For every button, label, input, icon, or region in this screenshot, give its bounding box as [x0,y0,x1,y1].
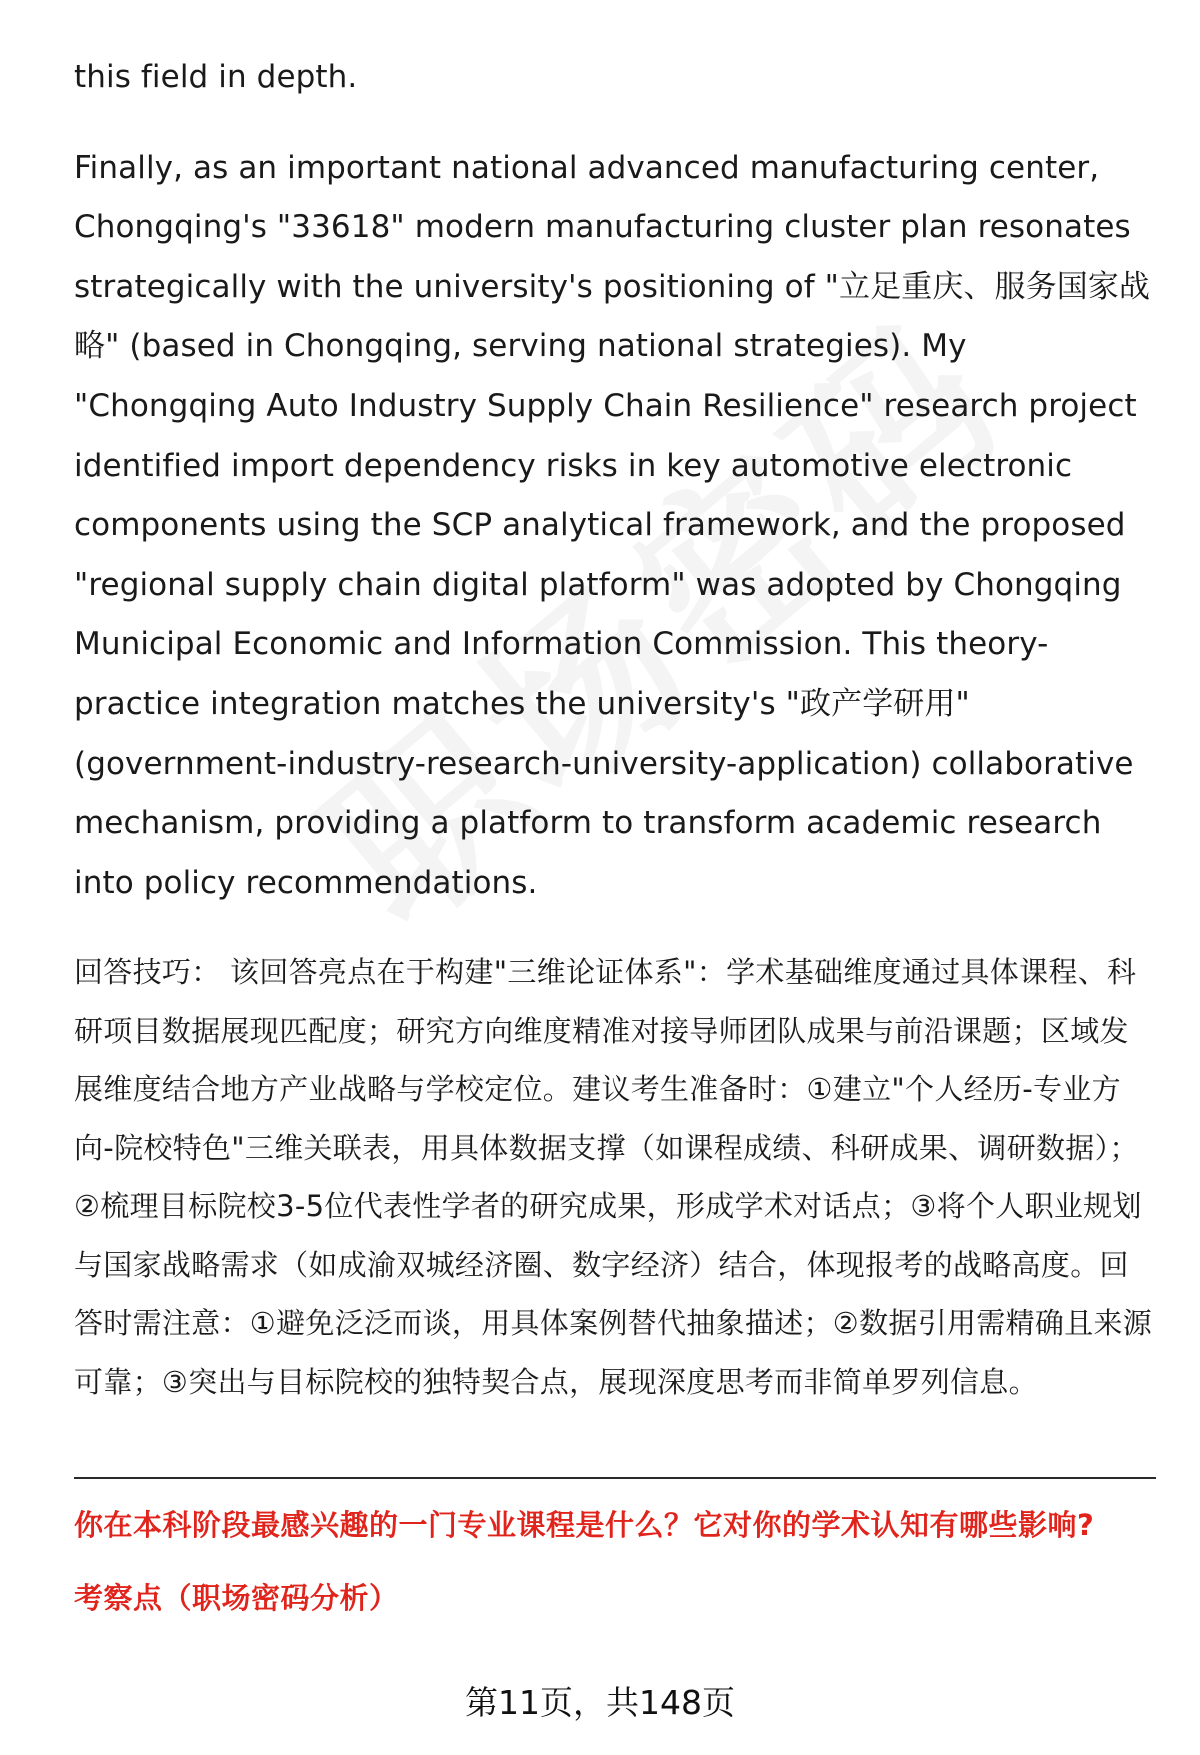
examine-point-heading: 考察点（职场密码分析） [74,1581,399,1615]
main-paragraph: Finally, as an important national advanced manufacturing center, Chongqing's "33618" modern manufacturing cluster plan resonates strategically with the university's positioning of "立足重庆、服务国家战略" (based in Chongqing, serving national strategies). My "Chongqing Auto Industry Supply Chain Resilience" research project identified import dependency risks in key automotive electronic components using the SCP analytical framework, and the proposed "regional supply chain digital platform" was adopted by Chongqing Municipal Economic and Information Commission. This theory-practice integration matches the university's "政产学研用" (government-industry-research-university-application) collaborative mechanism, providing a platform to transform academic research into policy recommendations. [74,149,1151,901]
page-number: 第11页，共148页 [465,1683,735,1722]
continuation-text: this field in depth. [74,59,358,95]
answer-tip-paragraph: 回答技巧： 该回答亮点在于构建"三维论证体系"：学术基础维度通过具体课程、科研项目数据展现匹配度；研究方向维度精准对接导师团队成果与前沿课题；区域发展维度结合地方产业战略与学校定位。建议考生准备时：①建立"个人经历-专业方向-院校特色"三维关联表，用具体数据支撑（如课程成绩、科研成果、调研数据）；②梳理目标院校3-5位代表性学者的研究成果，形成学术对话点；③将个人职业规划与国家战略需求（如成渝双城经济圈、数字经济）结合，体现报考的战略高度。回答时需注意：①避免泛泛而谈，用具体案例替代抽象描述；②数据引用需精确且来源可靠；③突出与目标院校的独特契合点，展现深度思考而非简单罗列信息。 [74,955,1153,1399]
question-heading: 你在本科阶段最感兴趣的一门专业课程是什么？它对你的学术认知有哪些影响? [74,1508,1095,1542]
document-body [74,48,1154,1411]
section-divider [74,1477,1156,1479]
